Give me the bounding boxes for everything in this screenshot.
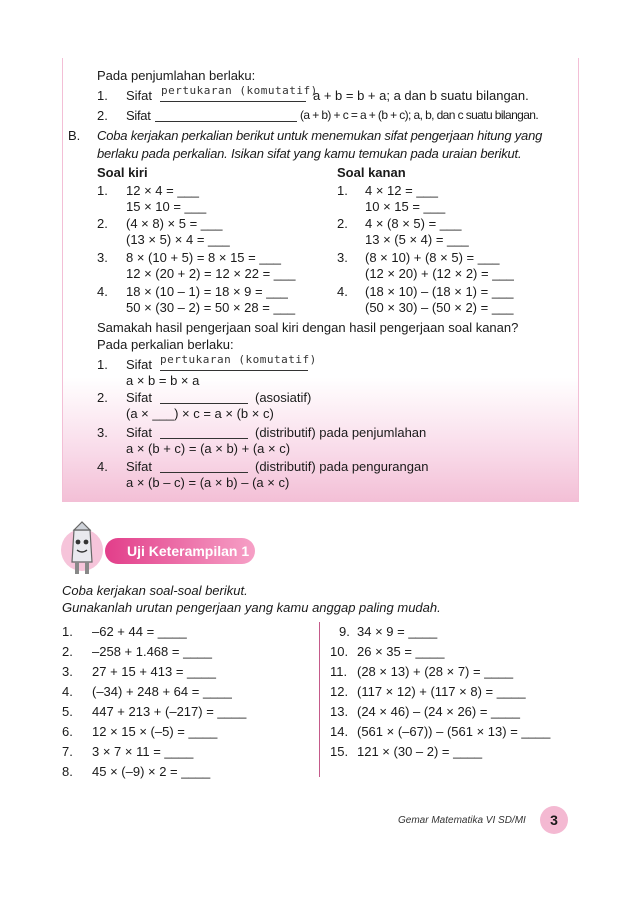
property-number: 2. xyxy=(97,390,108,405)
left-item-number: 2. xyxy=(97,216,108,231)
left-column-title: Soal kiri xyxy=(97,165,148,180)
left-item-number: 4. xyxy=(97,284,108,299)
answer-line xyxy=(160,472,248,473)
exercise-number: 7. xyxy=(62,744,73,759)
exercise-number: 2. xyxy=(62,644,73,659)
property-formula: a × b = b × a xyxy=(126,373,200,388)
answer-line xyxy=(160,403,248,404)
exercise-problem: 12 × 15 × (–5) = ____ xyxy=(92,724,218,739)
exercise-number: 11. xyxy=(330,664,348,679)
exercise-problem: 447 + 213 + (–217) = ____ xyxy=(92,704,247,719)
right-problem: (8 × 10) + (8 × 5) = ___ xyxy=(365,250,500,265)
item-number: 2. xyxy=(97,108,108,123)
exercise-number: 8. xyxy=(62,764,73,779)
right-item-number: 2. xyxy=(337,216,348,231)
right-problem: 13 × (5 × 4) = ___ xyxy=(365,232,469,247)
exercise-problem: 26 × 35 = ____ xyxy=(357,644,445,659)
property-formula: a × (b – c) = (a × b) – (a × c) xyxy=(126,475,290,490)
right-problem: (12 × 20) + (12 × 2) = ___ xyxy=(365,266,514,281)
exercise-problem: (117 × 12) + (117 × 8) = ____ xyxy=(357,684,526,699)
item-number: 1. xyxy=(97,88,108,103)
comparison-question: Samakah hasil pengerjaan soal kiri dengan hasil pengerjaan soal kanan? xyxy=(97,320,519,335)
exercise-number: 12. xyxy=(330,684,349,699)
exercise-number: 3. xyxy=(62,664,73,679)
exercise-number: 10. xyxy=(330,644,349,659)
answer-line xyxy=(160,370,308,371)
right-item-number: 1. xyxy=(337,183,348,198)
left-problem: 50 × (30 – 2) = 50 × 28 = ___ xyxy=(126,300,296,315)
exercise-problem: (561 × (–67)) – (561 × 13) = ____ xyxy=(357,724,551,739)
exercise-problem: –258 + 1.468 = ____ xyxy=(92,644,213,659)
property-formula: (a × ___) × c = a × (b × c) xyxy=(126,406,274,421)
left-item-number: 3. xyxy=(97,250,108,265)
right-problem: 4 × (8 × 5) = ___ xyxy=(365,216,462,231)
addition-intro: Pada penjumlahan berlaku: xyxy=(97,68,256,83)
exercise-number: 13. xyxy=(330,704,349,719)
left-problem: 18 × (10 – 1) = 18 × 9 = ___ xyxy=(126,284,288,299)
property-number: 4. xyxy=(97,459,108,474)
exercise-problem: 3 × 7 × 11 = ____ xyxy=(92,744,194,759)
pencil-mascot-icon xyxy=(60,520,108,578)
right-item-number: 4. xyxy=(337,284,348,299)
handwritten-answer: pertukaran (komutatif) xyxy=(160,353,317,366)
left-problem: (4 × 8) × 5 = ___ xyxy=(126,216,223,231)
left-problem: (13 × 5) × 4 = ___ xyxy=(126,232,230,247)
multiplication-intro: Pada perkalian berlaku: xyxy=(97,337,234,352)
commutative-formula: a + b = b + a; a dan b suatu bilangan. xyxy=(313,88,529,103)
sifat-label: Sifat xyxy=(126,390,153,405)
exercise-number: 14. xyxy=(330,724,349,739)
handwritten-answer: pertukaran (komutatif) xyxy=(161,84,318,97)
section-badge-title: Uji Keterampilan 1 xyxy=(127,543,250,559)
exercise-number: 5. xyxy=(62,704,73,719)
sifat-label: Sifat xyxy=(126,459,153,474)
exercise-problem: 34 × 9 = ____ xyxy=(357,624,438,639)
section-letter: B. xyxy=(68,128,81,143)
exercise-number: 4. xyxy=(62,684,73,699)
property-number: 3. xyxy=(97,425,108,440)
exercise-number: 9. xyxy=(339,624,350,639)
sifat-label: Sifat xyxy=(126,357,153,372)
exercise-problem: 121 × (30 – 2) = ____ xyxy=(357,744,483,759)
left-item-number: 1. xyxy=(97,183,108,198)
right-problem: 10 × 15 = ___ xyxy=(365,199,446,214)
exercise-instruction: Coba kerjakan soal-soal berikut. xyxy=(62,583,248,598)
right-problem: 4 × 12 = ___ xyxy=(365,183,439,198)
left-problem: 12 × 4 = ___ xyxy=(126,183,200,198)
instruction-line: Coba kerjakan perkalian berikut untuk menemukan sifat pengerjaan hitung yang xyxy=(97,128,543,143)
right-item-number: 3. xyxy=(337,250,348,265)
sifat-label: Sifat xyxy=(126,88,153,103)
page-number: 3 xyxy=(540,806,568,834)
exercise-number: 15. xyxy=(330,744,349,759)
right-column-title: Soal kanan xyxy=(337,165,406,180)
answer-line xyxy=(160,101,306,102)
column-divider xyxy=(319,622,320,777)
property-name: (distributif) pada pengurangan xyxy=(255,459,429,474)
property-formula: a × (b + c) = (a × b) + (a × c) xyxy=(126,441,291,456)
exercise-problem: 45 × (–9) × 2 = ____ xyxy=(92,764,211,779)
associative-formula: (a + b) + c = a + (b + c); a, b, dan c suatu bilangan. xyxy=(300,108,539,122)
instruction-line: berlaku pada perkalian. Isikan sifat yang kamu temukan pada uraian berikut. xyxy=(97,146,522,161)
property-name: (asosiatif) xyxy=(255,390,312,405)
left-problem: 15 × 10 = ___ xyxy=(126,199,207,214)
exercise-problem: (28 × 13) + (28 × 7) = ____ xyxy=(357,664,514,679)
answer-line xyxy=(160,438,248,439)
sifat-label: Sifat xyxy=(126,425,153,440)
left-problem: 8 × (10 + 5) = 8 × 15 = ___ xyxy=(126,250,282,265)
right-problem: (18 × 10) – (18 × 1) = ___ xyxy=(365,284,514,299)
answer-line xyxy=(155,121,297,122)
left-problem: 12 × (20 + 2) = 12 × 22 = ___ xyxy=(126,266,296,281)
property-name: (distributif) pada penjumlahan xyxy=(255,425,427,440)
exercise-problem: (24 × 46) – (24 × 26) = ____ xyxy=(357,704,520,719)
exercise-number: 1. xyxy=(62,624,73,639)
exercise-problem: –62 + 44 = ____ xyxy=(92,624,187,639)
section-badge xyxy=(105,538,255,564)
exercise-number: 6. xyxy=(62,724,73,739)
book-title: Gemar Matematika VI SD/MI xyxy=(398,815,526,826)
right-problem: (50 × 30) – (50 × 2) = ___ xyxy=(365,300,514,315)
property-number: 1. xyxy=(97,357,108,372)
exercise-instruction: Gunakanlah urutan pengerjaan yang kamu anggap paling mudah. xyxy=(62,600,441,615)
exercise-problem: (–34) + 248 + 64 = ____ xyxy=(92,684,232,699)
sifat-label: Sifat xyxy=(126,108,151,123)
exercise-problem: 27 + 15 + 413 = ____ xyxy=(92,664,216,679)
